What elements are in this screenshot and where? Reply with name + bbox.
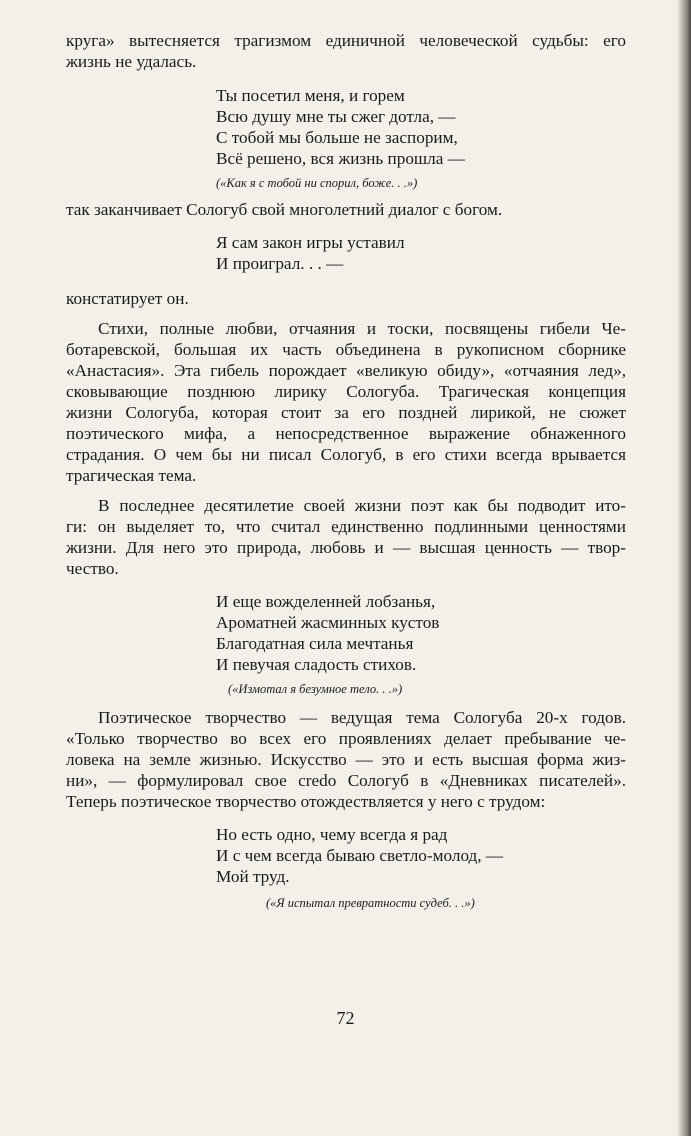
text-line: жизнь не удалась. (66, 52, 197, 71)
text-line: поэтического мифа, а непосредственное выражение обнаженного (66, 424, 626, 443)
text-line: Стихи, полные любви, отчаяния и тоски, посвящены гибели Че- (98, 319, 626, 338)
text-line: страдания. О чем бы ни писал Сологуб, в его стихи всегда врывается (66, 445, 626, 464)
verse-line: Мой труд. (216, 867, 290, 886)
verse-line: Но есть одно, чему всегда я рад (216, 825, 448, 844)
verse-line: И проиграл. . . — (216, 254, 344, 273)
verse-source-caption: («Измотал я безумное тело. . .») (228, 682, 403, 696)
paragraph-intro (66, 30, 626, 72)
paragraph (66, 318, 626, 486)
text-line: констатирует он. (66, 289, 189, 308)
text-line: сковывающие позднюю лирику Сологуба. Трагическая концепция (66, 382, 626, 401)
book-page (66, 30, 626, 919)
text-line: трагическая тема. (66, 466, 197, 485)
verse-line: Благодатная сила мечтанья (216, 634, 414, 653)
text-line: ловека на земле жизнью. Искусство — это и есть высшая форма жиз- (66, 750, 626, 769)
verse-source-caption: («Я испытал превратности судеб. . .») (266, 896, 475, 910)
verse-line: И певучая сладость стихов. (216, 655, 417, 674)
verse-block (216, 85, 626, 191)
page-edge-shadow (677, 0, 691, 1136)
text-line: «Только творчество во всех его проявлениях делает пребывание че- (66, 729, 626, 748)
paragraph (66, 707, 626, 812)
text-line: круга» вытесняется трагизмом единичной человеческой судьбы: его (66, 31, 626, 50)
text-line: Теперь поэтическое творчество отождествляется у него с трудом: (66, 792, 546, 811)
text-line: В последнее десятилетие своей жизни поэт как бы подводит ито- (98, 496, 626, 515)
verse-block (216, 232, 626, 274)
verse-line: Всё решено, вся жизнь прошла — (216, 149, 465, 168)
verse-line: С тобой мы больше не заспорим, (216, 128, 458, 147)
text-line: Поэтическое творчество — ведущая тема Сологуба 20-х годов. (98, 708, 626, 727)
text-line: жизни Сологуба, которая стоит за его поздней лирикой, не сюжет (66, 403, 626, 422)
verse-line: Ароматней жасминных кустов (216, 613, 440, 632)
page-number: 72 (336, 1008, 355, 1028)
verse-line: И еще вожделенней лобзанья, (216, 592, 436, 611)
text-line: так заканчивает Сологуб свой многолетний диалог с богом. (66, 200, 503, 219)
text-line: ботаревской, большая их часть объединена в рукописном сборнике (66, 340, 626, 359)
verse-line: И с чем всегда бываю светло-молод, — (216, 846, 504, 865)
verse-line: Всю душу мне ты сжег дотла, — (216, 107, 456, 126)
paragraph (66, 495, 626, 579)
verse-block (216, 824, 626, 887)
verse-source-caption: («Как я с тобой ни спорил, боже. . .») (216, 176, 418, 190)
text-line: жизни. Для него это природа, любовь и — высшая ценность — твор- (66, 538, 626, 557)
text-line: ни», — формулировал свое credo Сологуб в «Дневниках писателей». (66, 771, 626, 790)
text-line: ги: он выделяет то, что считал единственно подлинными ценностями (66, 517, 626, 536)
text-line: «Анастасия». Эта гибель порождает «великую обиду», «отчаяния лед», (66, 361, 626, 380)
verse-block (216, 591, 626, 675)
verse-line: Ты посетил меня, и горем (216, 86, 405, 105)
verse-line: Я сам закон игры уставил (216, 233, 405, 252)
text-line: чество. (66, 559, 119, 578)
